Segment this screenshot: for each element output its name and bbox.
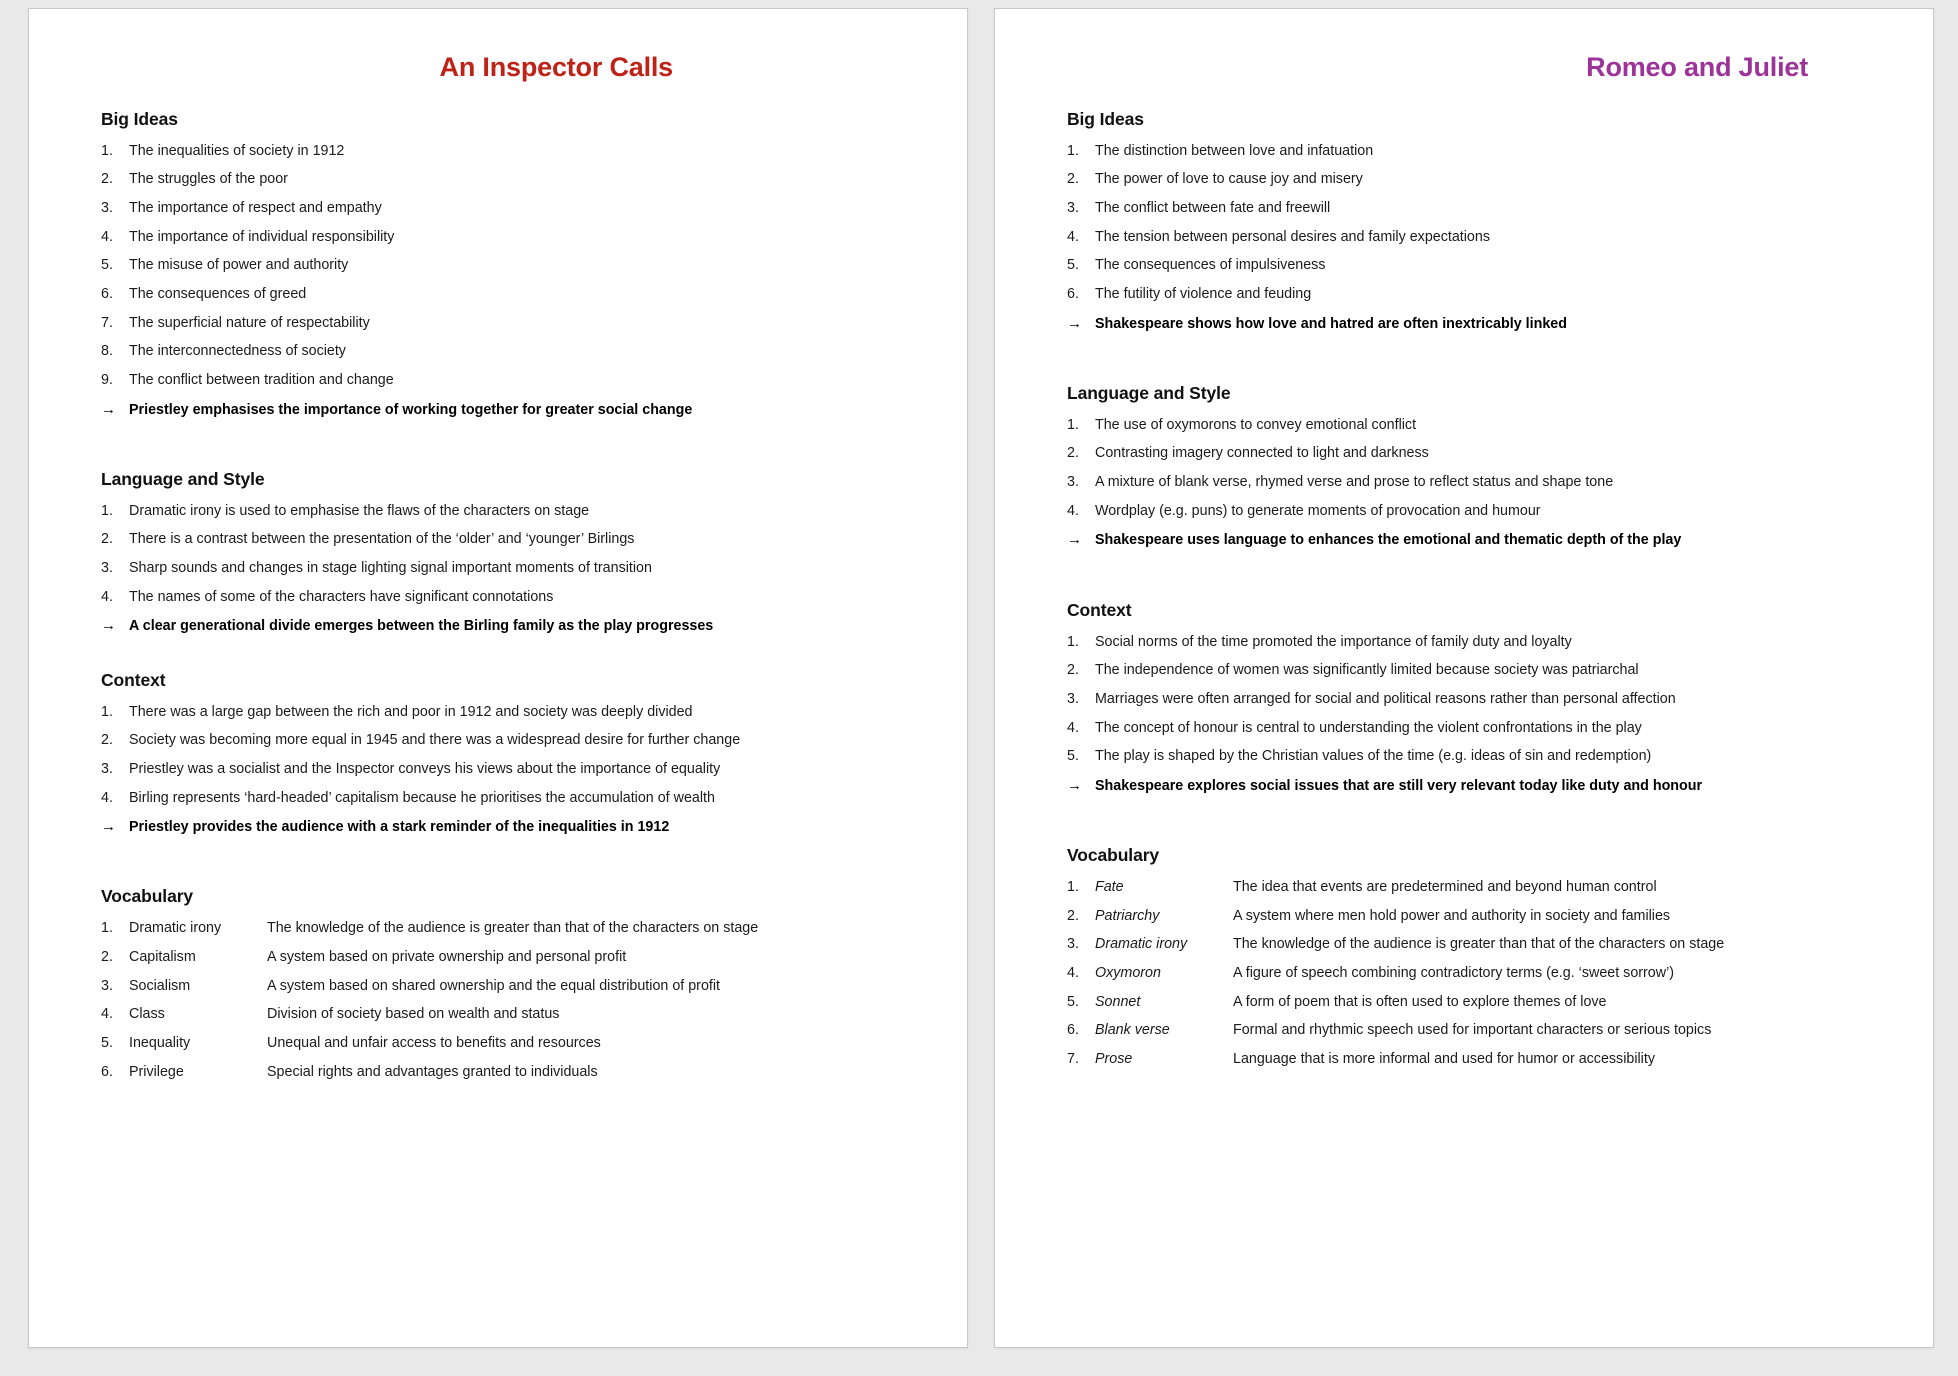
vocabulary-term: Sonnet: [1095, 993, 1141, 1010]
vocabulary-row: [101, 978, 927, 995]
numbered-list: [101, 503, 927, 606]
list-item: [101, 286, 927, 303]
vocabulary-definition: The idea that events are predetermined and beyond human control: [1233, 879, 1657, 895]
list-item-text: There was a large gap between the rich and poor in 1912 and society was deeply divided: [129, 703, 693, 720]
list-item-text: The struggles of the poor: [129, 171, 288, 188]
vocabulary-number: 7.: [1067, 1050, 1079, 1067]
vocabulary-list: [1067, 879, 1893, 1068]
list-item-number: 1.: [101, 142, 113, 159]
section-takeaway: [1067, 531, 1893, 549]
vocabulary-term: Socialism: [129, 977, 191, 994]
title-spacer-left: [101, 83, 927, 109]
vocabulary-term: Privilege: [129, 1063, 184, 1080]
list-item-text: Sharp sounds and changes in stage lighting signal important moments of transition: [129, 560, 652, 577]
section-gap: [1067, 795, 1893, 845]
list-item: [101, 560, 927, 577]
vocabulary-number: 1.: [1067, 879, 1079, 895]
list-item-number: 4.: [101, 789, 113, 806]
list-item-text: A mixture of blank verse, rhymed verse and prose to reflect status and shape tone: [1095, 474, 1614, 491]
list-item: [101, 531, 927, 548]
list-item: [101, 343, 927, 360]
vocabulary-term: Class: [129, 1006, 165, 1023]
vocabulary-number: 4.: [1067, 964, 1079, 981]
list-item: [1067, 286, 1893, 303]
list-item-number: 1.: [1067, 633, 1079, 650]
list-item-number: 1.: [101, 502, 113, 519]
takeaway-text: Priestley provides the audience with a stark reminder of the inequalities in 1912: [129, 819, 670, 836]
list-item: [101, 257, 927, 274]
section-heading: Big Ideas: [101, 108, 178, 129]
vocabulary-row: [1067, 965, 1893, 982]
sections-container-left: [101, 109, 927, 1081]
list-item-number: 4.: [101, 228, 113, 245]
list-item-number: 2.: [101, 531, 113, 548]
vocabulary-row: [1067, 1022, 1893, 1039]
section-gap: [101, 836, 927, 886]
section-gap: [101, 419, 927, 469]
list-item-text: The importance of respect and empathy: [129, 200, 382, 216]
list-item-number: 1.: [1067, 416, 1079, 433]
vocabulary-number: 3.: [101, 977, 113, 994]
section-vocabulary: [101, 886, 927, 1080]
list-item-text: The tension between personal desires and family expectations: [1095, 228, 1490, 245]
section-big-ideas: [1067, 109, 1893, 333]
page-content-right: [995, 9, 1933, 1347]
list-item: [1067, 200, 1893, 217]
list-item-text: The conflict between fate and freewill: [1095, 200, 1331, 216]
list-item-number: 9.: [101, 371, 113, 388]
list-item-text: The concept of honour is central to understanding the violent confrontations in the play: [1095, 719, 1642, 736]
list-item: [1067, 662, 1893, 679]
list-item-number: 4.: [1067, 228, 1079, 245]
list-item-number: 2.: [1067, 662, 1079, 679]
list-item-text: The futility of violence and feuding: [1095, 285, 1312, 302]
vocabulary-definition: Special rights and advantages granted to individuals: [267, 1063, 598, 1080]
list-item: [101, 704, 927, 721]
vocabulary-number: 6.: [1067, 1022, 1079, 1039]
list-item-text: The play is shaped by the Christian values of the time (e.g. ideas of sin and redemption): [1095, 748, 1652, 765]
list-item-text: Priestley was a socialist and the Inspector conveys his views about the importance of equality: [129, 760, 721, 777]
list-item-number: 6.: [1067, 285, 1079, 302]
section-heading: Language and Style: [1067, 382, 1231, 403]
vocabulary-term: Oxymoron: [1095, 964, 1161, 981]
vocabulary-row: [1067, 1051, 1893, 1068]
list-item-number: 4.: [101, 588, 113, 605]
vocabulary-row: [101, 1035, 927, 1052]
list-item: [1067, 257, 1893, 274]
vocabulary-term: Fate: [1095, 879, 1124, 895]
vocabulary-number: 1.: [101, 920, 113, 937]
list-item-number: 4.: [1067, 719, 1079, 736]
list-item-text: There is a contrast between the presentation of the ‘older’ and ‘younger’ Birlings: [129, 531, 635, 548]
section-context: [101, 670, 927, 837]
list-item: [101, 229, 927, 246]
list-item-text: Wordplay (e.g. puns) to generate moments of provocation and humour: [1095, 502, 1541, 519]
list-item: [101, 171, 927, 188]
arrow-right-icon: →: [1067, 531, 1082, 549]
list-item-text: The independence of women was significantly limited because society was patriarchal: [1095, 662, 1639, 679]
vocabulary-definition: A figure of speech combining contradictory terms (e.g. ‘sweet sorrow’): [1233, 964, 1675, 981]
section-vocabulary: [1067, 845, 1893, 1068]
takeaway-text: A clear generational divide emerges between the Birling family as the play progresses: [129, 618, 714, 635]
list-item-text: The consequences of impulsiveness: [1095, 257, 1326, 274]
list-item-number: 1.: [1067, 142, 1079, 159]
list-item-text: Society was becoming more equal in 1945 and there was a widespread desire for further change: [129, 732, 741, 749]
takeaway-text: Priestley emphasises the importance of working together for greater social change: [129, 401, 693, 418]
list-item-number: 2.: [101, 171, 113, 188]
list-item: [1067, 691, 1893, 708]
section-context: [1067, 600, 1893, 795]
list-item: [1067, 748, 1893, 765]
list-item-number: 3.: [101, 200, 113, 216]
list-item-number: 8.: [101, 343, 113, 360]
list-item: [1067, 720, 1893, 737]
list-item-number: 2.: [1067, 171, 1079, 188]
vocabulary-definition: Unequal and unfair access to benefits and resources: [267, 1034, 601, 1051]
vocabulary-number: 6.: [101, 1063, 113, 1080]
list-item-text: Social norms of the time promoted the importance of family duty and loyalty: [1095, 633, 1572, 650]
vocabulary-term: Patriarchy: [1095, 907, 1160, 924]
page-an-inspector-calls: [28, 8, 968, 1348]
vocabulary-definition: A system based on private ownership and personal profit: [267, 948, 627, 965]
numbered-list: [101, 704, 927, 807]
list-item: [1067, 229, 1893, 246]
vocabulary-definition: A system where men hold power and authority in society and families: [1233, 907, 1671, 924]
vocabulary-number: 5.: [1067, 993, 1079, 1010]
title-spacer-right: [1067, 83, 1893, 109]
list-item: [101, 589, 927, 606]
arrow-right-icon: →: [1067, 314, 1082, 332]
list-item: [101, 372, 927, 389]
vocabulary-row: [1067, 908, 1893, 925]
list-item: [101, 790, 927, 807]
list-item: [101, 143, 927, 160]
list-item-number: 1.: [101, 703, 113, 720]
vocabulary-number: 2.: [101, 948, 113, 965]
list-item-number: 7.: [101, 314, 113, 331]
numbered-list: [1067, 417, 1893, 520]
vocabulary-row: [1067, 936, 1893, 953]
list-item-text: Birling represents ‘hard-headed’ capitalism because he prioritises the accumulation of wealth: [129, 789, 715, 806]
list-item: [101, 315, 927, 332]
list-item-text: The consequences of greed: [129, 285, 307, 302]
list-item-text: The inequalities of society in 1912: [129, 142, 345, 159]
section-gap: [1067, 550, 1893, 600]
list-item-number: 3.: [1067, 474, 1079, 491]
section-gap: [1067, 333, 1893, 383]
section-takeaway: [101, 401, 927, 419]
section-takeaway: [101, 617, 927, 635]
section-heading: Context: [101, 669, 166, 690]
list-item: [1067, 143, 1893, 160]
section-takeaway: [101, 818, 927, 836]
section-gap: [101, 636, 927, 670]
list-item-text: The superficial nature of respectability: [129, 314, 370, 331]
vocabulary-number: 4.: [101, 1006, 113, 1023]
numbered-list: [1067, 143, 1893, 303]
vocabulary-term: Dramatic irony: [1095, 936, 1188, 953]
vocabulary-row: [1067, 994, 1893, 1011]
takeaway-text: Shakespeare uses language to enhances the emotional and thematic depth of the play: [1095, 532, 1682, 549]
vocabulary-definition: Language that is more informal and used for humor or accessibility: [1233, 1050, 1655, 1067]
takeaway-text: Shakespeare shows how love and hatred are often inextricably linked: [1095, 315, 1567, 332]
section-language-and-style: [101, 469, 927, 636]
vocabulary-number: 2.: [1067, 907, 1079, 924]
list-item-text: The misuse of power and authority: [129, 257, 349, 274]
list-item-number: 5.: [1067, 748, 1079, 765]
list-item: [1067, 171, 1893, 188]
list-item: [1067, 445, 1893, 462]
arrow-right-icon: →: [101, 818, 116, 836]
section-language-and-style: [1067, 383, 1893, 550]
vocabulary-row: [101, 920, 927, 937]
section-heading: Vocabulary: [1067, 845, 1160, 865]
page-content-left: [29, 9, 967, 1347]
vocabulary-term: Dramatic irony: [129, 920, 222, 937]
list-item-number: 5.: [1067, 257, 1079, 274]
sections-container-right: [1067, 109, 1893, 1068]
numbered-list: [1067, 634, 1893, 766]
vocabulary-definition: Division of society based on wealth and status: [267, 1006, 560, 1023]
list-item-text: Marriages were often arranged for social and political reasons rather than personal affection: [1095, 690, 1676, 707]
arrow-right-icon: →: [1067, 776, 1082, 794]
list-item: [101, 200, 927, 217]
list-item-number: 6.: [101, 285, 113, 302]
list-item-number: 5.: [101, 257, 113, 274]
takeaway-text: Shakespeare explores social issues that are still very relevant today like duty and honour: [1095, 777, 1703, 794]
list-item: [1067, 474, 1893, 491]
section-big-ideas: [101, 109, 927, 419]
section-takeaway: [1067, 777, 1893, 795]
vocabulary-term: Capitalism: [129, 948, 196, 965]
list-item-text: The importance of individual responsibility: [129, 228, 395, 245]
list-item-text: The conflict between tradition and change: [129, 371, 394, 388]
vocabulary-term: Inequality: [129, 1034, 191, 1051]
vocabulary-number: 3.: [1067, 936, 1079, 953]
vocabulary-term: Blank verse: [1095, 1022, 1170, 1039]
page-romeo-and-juliet: [994, 8, 1934, 1348]
list-item-number: 3.: [101, 760, 113, 777]
list-item-number: 4.: [1067, 502, 1079, 519]
section-heading: Language and Style: [101, 468, 265, 489]
list-item: [1067, 417, 1893, 434]
vocabulary-number: 5.: [101, 1034, 113, 1051]
vocabulary-row: [101, 1064, 927, 1081]
vocabulary-definition: The knowledge of the audience is greater than that of the characters on stage: [1233, 936, 1725, 953]
vocabulary-row: [101, 949, 927, 966]
list-item-text: The distinction between love and infatuation: [1095, 142, 1374, 159]
list-item-text: Contrasting imagery connected to light and darkness: [1095, 445, 1429, 462]
list-item-text: Dramatic irony is used to emphasise the flaws of the characters on stage: [129, 502, 590, 519]
list-item: [1067, 634, 1893, 651]
vocabulary-definition: A system based on shared ownership and the equal distribution of profit: [267, 977, 721, 994]
section-heading: Big Ideas: [1067, 108, 1144, 129]
vocabulary-definition: A form of poem that is often used to explore themes of love: [1233, 993, 1607, 1010]
vocabulary-row: [1067, 879, 1893, 896]
vocabulary-row: [101, 1006, 927, 1023]
vocabulary-definition: Formal and rhythmic speech used for important characters or serious topics: [1233, 1022, 1712, 1039]
vocabulary-definition: The knowledge of the audience is greater than that of the characters on stage: [267, 920, 759, 937]
list-item-number: 2.: [101, 732, 113, 749]
list-item-text: The power of love to cause joy and misery: [1095, 171, 1363, 188]
page-title-right: Romeo and Juliet: [1586, 52, 1808, 82]
list-item-text: The names of some of the characters have significant connotations: [129, 588, 554, 605]
list-item-number: 3.: [1067, 690, 1079, 707]
list-item-number: 2.: [1067, 445, 1079, 462]
list-item: [101, 732, 927, 749]
arrow-right-icon: →: [101, 617, 116, 635]
section-heading: Vocabulary: [101, 886, 194, 907]
list-item-text: The interconnectedness of society: [129, 343, 346, 360]
list-item-number: 3.: [1067, 200, 1079, 216]
section-takeaway: [1067, 315, 1893, 333]
list-item: [101, 761, 927, 778]
numbered-list: [101, 143, 927, 389]
list-item-text: The use of oxymorons to convey emotional conflict: [1095, 416, 1417, 433]
arrow-right-icon: →: [101, 400, 116, 418]
vocabulary-list: [101, 920, 927, 1080]
vocabulary-term: Prose: [1095, 1050, 1133, 1067]
page-title-left: An Inspector Calls: [439, 52, 673, 82]
list-item: [1067, 503, 1893, 520]
list-item-number: 3.: [101, 560, 113, 577]
section-heading: Context: [1067, 599, 1132, 620]
list-item: [101, 503, 927, 520]
